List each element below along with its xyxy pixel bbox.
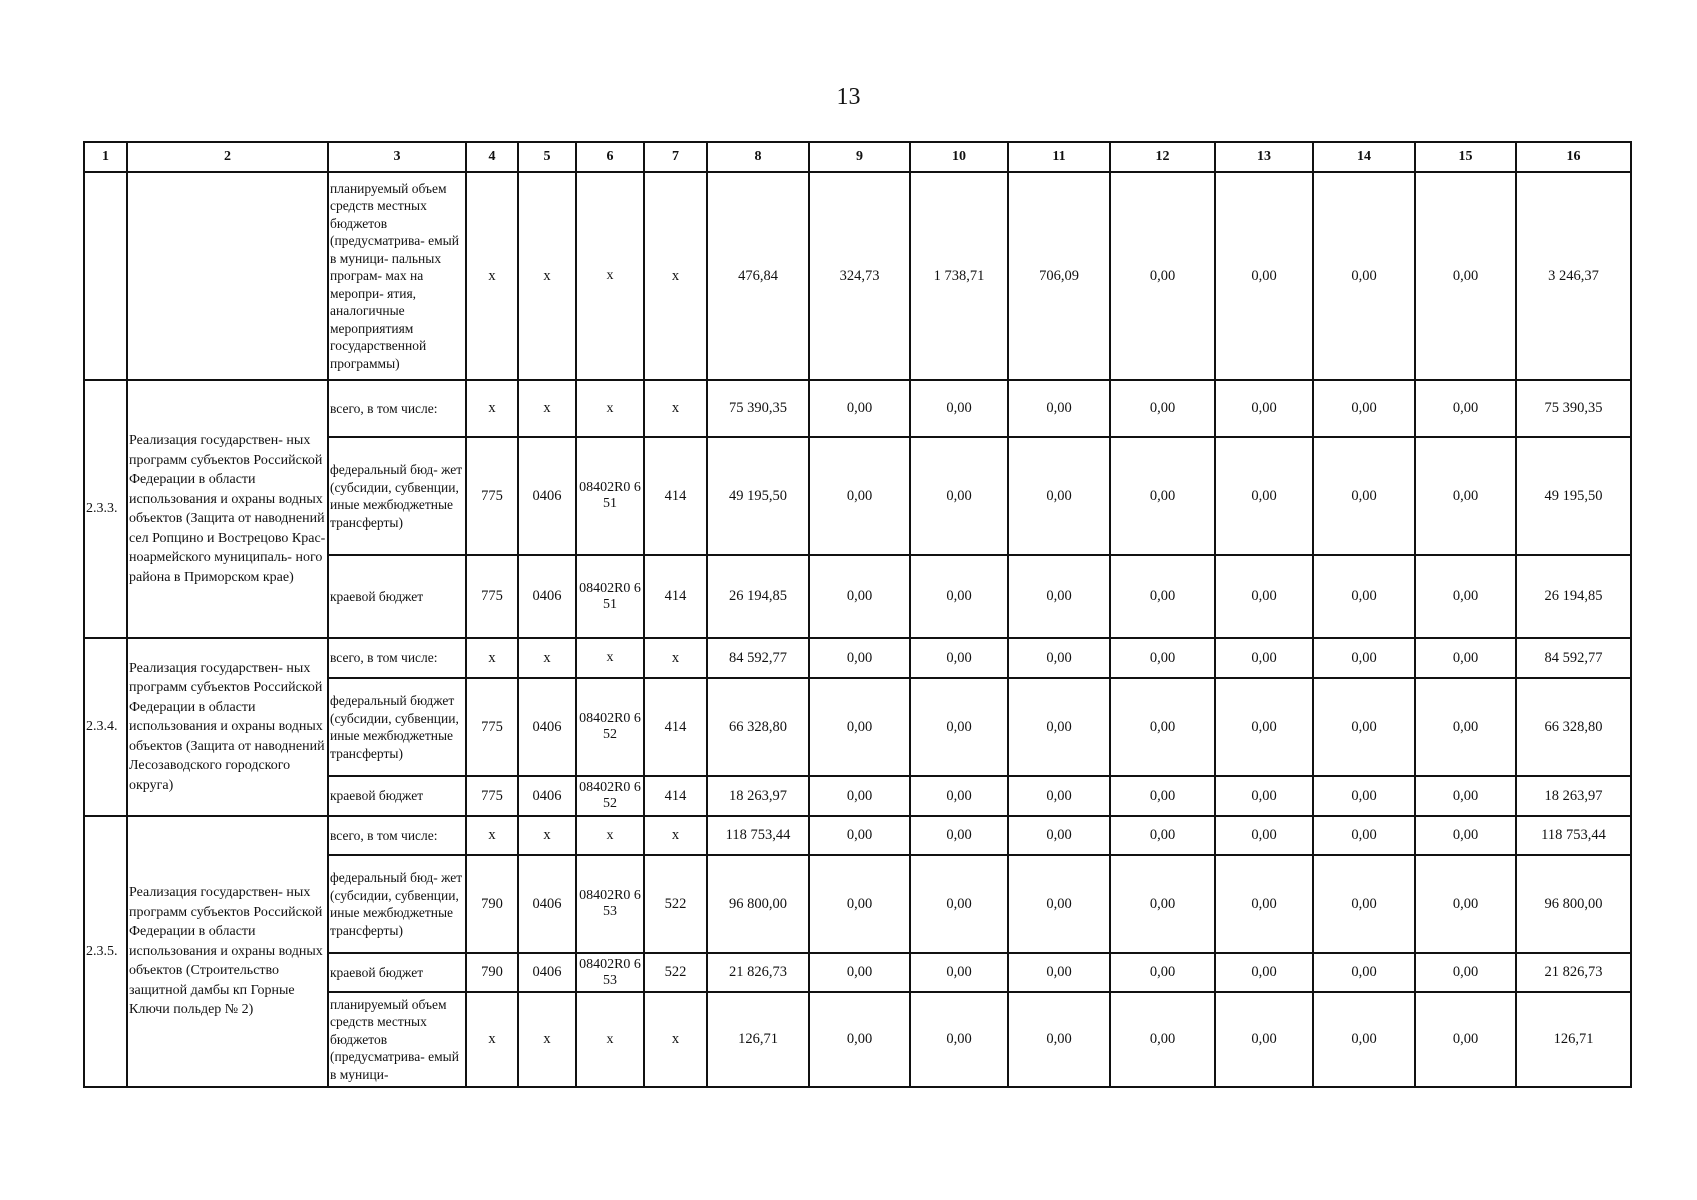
amount-cell: 0,00 xyxy=(1313,555,1415,638)
col4-value: 775 xyxy=(466,555,518,638)
amount-cell: 0,00 xyxy=(1110,816,1215,855)
col6-value: 08402R0 653 xyxy=(576,855,644,953)
funding-source: всего, в том числе: xyxy=(328,380,466,437)
funding-source: федеральный бюд- жет (субсидии, субвенции, иные межбюджетные трансферты) xyxy=(328,855,466,953)
budget-table xyxy=(83,141,1632,1088)
col7-value: 522 xyxy=(644,855,707,953)
header-cell: 9 xyxy=(809,142,910,172)
amount-cell: 0,00 xyxy=(1415,172,1516,380)
col5-value: х xyxy=(518,816,576,855)
col5-value: х xyxy=(518,992,576,1087)
section-code-cell xyxy=(84,172,127,380)
col5-value: 0406 xyxy=(518,855,576,953)
funding-source: всего, в том числе: xyxy=(328,638,466,678)
col4-value: х xyxy=(466,638,518,678)
amount-cell: 0,00 xyxy=(1215,638,1313,678)
amount-cell: 0,00 xyxy=(809,855,910,953)
amount-cell: 0,00 xyxy=(1008,638,1110,678)
header-cell: 3 xyxy=(328,142,466,172)
amount-cell: 0,00 xyxy=(1008,380,1110,437)
amount-cell: 0,00 xyxy=(1110,953,1215,992)
amount-cell: 49 195,50 xyxy=(1516,437,1631,555)
funding-source: краевой бюджет xyxy=(328,776,466,816)
section-title: Реализация государствен- ных программ субъектов Российской Федерации в области использования и охраны водных объектов (Защита от наводнений Лесозаводского городского округа) xyxy=(127,638,328,816)
amount-cell: 21 826,73 xyxy=(1516,953,1631,992)
col7-value: 414 xyxy=(644,555,707,638)
amount-cell: 0,00 xyxy=(1215,555,1313,638)
amount-cell: 49 195,50 xyxy=(707,437,809,555)
section-title: Реализация государствен- ных программ субъектов Российской Федерации в области использования и охраны водных объектов (Строительство защитной дамбы кп Горные Ключи польдер № 2) xyxy=(127,816,328,1087)
amount-cell: 0,00 xyxy=(809,816,910,855)
col4-value: х xyxy=(466,816,518,855)
col4-value: х xyxy=(466,380,518,437)
col5-value: 0406 xyxy=(518,678,576,776)
amount-cell: 0,00 xyxy=(1415,953,1516,992)
section-title-cell xyxy=(127,172,328,380)
amount-cell: 0,00 xyxy=(1313,638,1415,678)
amount-cell: 0,00 xyxy=(809,678,910,776)
amount-cell: 1 738,71 xyxy=(910,172,1008,380)
amount-cell: 0,00 xyxy=(809,776,910,816)
amount-cell: 0,00 xyxy=(910,776,1008,816)
amount-cell: 0,00 xyxy=(910,555,1008,638)
col7-value: х xyxy=(644,380,707,437)
col7-value: х xyxy=(644,638,707,678)
table-row xyxy=(84,816,1631,855)
amount-cell: 0,00 xyxy=(1008,555,1110,638)
amount-cell: 0,00 xyxy=(809,437,910,555)
amount-cell: 0,00 xyxy=(809,992,910,1087)
amount-cell: 0,00 xyxy=(1313,678,1415,776)
amount-cell: 0,00 xyxy=(1215,776,1313,816)
header-row xyxy=(84,142,1631,172)
amount-cell: 0,00 xyxy=(1008,855,1110,953)
amount-cell: 0,00 xyxy=(1415,555,1516,638)
amount-cell: 84 592,77 xyxy=(1516,638,1631,678)
col4-value: х xyxy=(466,992,518,1087)
header-cell: 12 xyxy=(1110,142,1215,172)
amount-cell: 3 246,37 xyxy=(1516,172,1631,380)
amount-cell: 0,00 xyxy=(1415,638,1516,678)
table-row xyxy=(84,638,1631,678)
amount-cell: 126,71 xyxy=(1516,992,1631,1087)
funding-source: планируемый объем средств местных бюджетов (предусматрива- емый в муници- xyxy=(328,992,466,1087)
amount-cell: 0,00 xyxy=(809,953,910,992)
table-row xyxy=(84,380,1631,437)
amount-cell: 66 328,80 xyxy=(1516,678,1631,776)
amount-cell: 0,00 xyxy=(1215,992,1313,1087)
amount-cell: 476,84 xyxy=(707,172,809,380)
amount-cell: 75 390,35 xyxy=(1516,380,1631,437)
funding-source: краевой бюджет xyxy=(328,953,466,992)
col5-value: х xyxy=(518,638,576,678)
amount-cell: 0,00 xyxy=(1215,172,1313,380)
col5-value: х xyxy=(518,380,576,437)
table-row xyxy=(84,172,1631,380)
funding-source: всего, в том числе: xyxy=(328,816,466,855)
col7-value: 522 xyxy=(644,953,707,992)
amount-cell: 706,09 xyxy=(1008,172,1110,380)
col4-value: 790 xyxy=(466,855,518,953)
header-cell: 11 xyxy=(1008,142,1110,172)
amount-cell: 0,00 xyxy=(1110,638,1215,678)
amount-cell: 0,00 xyxy=(809,555,910,638)
amount-cell: 118 753,44 xyxy=(707,816,809,855)
col6-value: х xyxy=(576,380,644,437)
amount-cell: 0,00 xyxy=(1110,555,1215,638)
col7-value: 414 xyxy=(644,437,707,555)
amount-cell: 0,00 xyxy=(910,380,1008,437)
col6-value: 08402R0 652 xyxy=(576,678,644,776)
amount-cell: 0,00 xyxy=(1215,380,1313,437)
amount-cell: 96 800,00 xyxy=(707,855,809,953)
amount-cell: 0,00 xyxy=(1313,953,1415,992)
amount-cell: 0,00 xyxy=(1008,776,1110,816)
amount-cell: 0,00 xyxy=(1110,437,1215,555)
amount-cell: 0,00 xyxy=(910,816,1008,855)
header-cell: 6 xyxy=(576,142,644,172)
funding-source: федеральный бюд- жет (субсидии, субвенции, иные межбюджетные трансферты) xyxy=(328,437,466,555)
page-number: 13 xyxy=(836,84,861,110)
section-code: 2.3.5. xyxy=(84,816,127,1087)
col4-value: 790 xyxy=(466,953,518,992)
amount-cell: 0,00 xyxy=(1110,380,1215,437)
section-code: 2.3.4. xyxy=(84,638,127,816)
header-cell: 1 xyxy=(84,142,127,172)
amount-cell: 75 390,35 xyxy=(707,380,809,437)
col7-value: х xyxy=(644,992,707,1087)
col6-value: х xyxy=(576,172,644,380)
amount-cell: 126,71 xyxy=(707,992,809,1087)
amount-cell: 0,00 xyxy=(1313,172,1415,380)
col7-value: 414 xyxy=(644,776,707,816)
amount-cell: 0,00 xyxy=(1215,855,1313,953)
col5-value: 0406 xyxy=(518,555,576,638)
col5-value: х xyxy=(518,172,576,380)
amount-cell: 0,00 xyxy=(1415,437,1516,555)
amount-cell: 0,00 xyxy=(910,953,1008,992)
col6-value: х xyxy=(576,816,644,855)
header-cell: 13 xyxy=(1215,142,1313,172)
col6-value: 08402R0 651 xyxy=(576,555,644,638)
amount-cell: 0,00 xyxy=(1008,816,1110,855)
amount-cell: 0,00 xyxy=(1313,816,1415,855)
amount-cell: 0,00 xyxy=(1215,678,1313,776)
col7-value: 414 xyxy=(644,678,707,776)
amount-cell: 0,00 xyxy=(1008,437,1110,555)
header-cell: 16 xyxy=(1516,142,1631,172)
amount-cell: 66 328,80 xyxy=(707,678,809,776)
header-cell: 7 xyxy=(644,142,707,172)
col4-value: х xyxy=(466,172,518,380)
col7-value: х xyxy=(644,172,707,380)
col7-value: х xyxy=(644,816,707,855)
amount-cell: 18 263,97 xyxy=(1516,776,1631,816)
header-cell: 15 xyxy=(1415,142,1516,172)
amount-cell: 0,00 xyxy=(809,638,910,678)
amount-cell: 0,00 xyxy=(1313,380,1415,437)
amount-cell: 0,00 xyxy=(1313,776,1415,816)
amount-cell: 0,00 xyxy=(910,437,1008,555)
amount-cell: 26 194,85 xyxy=(707,555,809,638)
amount-cell: 0,00 xyxy=(910,992,1008,1087)
amount-cell: 0,00 xyxy=(1008,992,1110,1087)
amount-cell: 0,00 xyxy=(1110,172,1215,380)
section-code: 2.3.3. xyxy=(84,380,127,638)
amount-cell: 0,00 xyxy=(1215,437,1313,555)
header-cell: 8 xyxy=(707,142,809,172)
col5-value: 0406 xyxy=(518,437,576,555)
amount-cell: 118 753,44 xyxy=(1516,816,1631,855)
col6-value: 08402R0 651 xyxy=(576,437,644,555)
amount-cell: 0,00 xyxy=(910,678,1008,776)
header-cell: 10 xyxy=(910,142,1008,172)
amount-cell: 0,00 xyxy=(1110,776,1215,816)
funding-source: краевой бюджет xyxy=(328,555,466,638)
amount-cell: 324,73 xyxy=(809,172,910,380)
amount-cell: 0,00 xyxy=(1415,992,1516,1087)
amount-cell: 0,00 xyxy=(910,855,1008,953)
funding-source: федеральный бюджет (субсидии, субвенции, иные межбюджетные трансферты) xyxy=(328,678,466,776)
amount-cell: 84 592,77 xyxy=(707,638,809,678)
amount-cell: 26 194,85 xyxy=(1516,555,1631,638)
amount-cell: 0,00 xyxy=(1008,678,1110,776)
col6-value: 08402R0 653 xyxy=(576,953,644,992)
amount-cell: 0,00 xyxy=(1415,776,1516,816)
col5-value: 0406 xyxy=(518,953,576,992)
amount-cell: 0,00 xyxy=(1313,855,1415,953)
col6-value: 08402R0 652 xyxy=(576,776,644,816)
header-cell: 2 xyxy=(127,142,328,172)
amount-cell: 0,00 xyxy=(1415,678,1516,776)
amount-cell: 0,00 xyxy=(1215,816,1313,855)
amount-cell: 0,00 xyxy=(1415,816,1516,855)
funding-source: планируемый объем средств местных бюджетов (предусматрива- емый в муници- пальных програм- мах на меропри- ятия, аналогичные мероприятиям государственной программы) xyxy=(328,172,466,380)
header-cell: 14 xyxy=(1313,142,1415,172)
amount-cell: 0,00 xyxy=(1415,855,1516,953)
amount-cell: 0,00 xyxy=(1110,678,1215,776)
section-title: Реализация государствен- ных программ субъектов Российской Федерации в области использования и охраны водных объектов (Защита от наводнений сел Ропцино и Вострецово Крас- ноармейского муниципаль- ного района в Приморском крае) xyxy=(127,380,328,638)
col6-value: х xyxy=(576,992,644,1087)
amount-cell: 0,00 xyxy=(809,380,910,437)
amount-cell: 0,00 xyxy=(1313,992,1415,1087)
amount-cell: 0,00 xyxy=(910,638,1008,678)
amount-cell: 0,00 xyxy=(1110,992,1215,1087)
amount-cell: 0,00 xyxy=(1008,953,1110,992)
col6-value: х xyxy=(576,638,644,678)
amount-cell: 18 263,97 xyxy=(707,776,809,816)
col4-value: 775 xyxy=(466,437,518,555)
amount-cell: 0,00 xyxy=(1313,437,1415,555)
amount-cell: 0,00 xyxy=(1215,953,1313,992)
col4-value: 775 xyxy=(466,776,518,816)
amount-cell: 21 826,73 xyxy=(707,953,809,992)
col5-value: 0406 xyxy=(518,776,576,816)
header-cell: 5 xyxy=(518,142,576,172)
col4-value: 775 xyxy=(466,678,518,776)
header-cell: 4 xyxy=(466,142,518,172)
amount-cell: 0,00 xyxy=(1110,855,1215,953)
amount-cell: 96 800,00 xyxy=(1516,855,1631,953)
amount-cell: 0,00 xyxy=(1415,380,1516,437)
